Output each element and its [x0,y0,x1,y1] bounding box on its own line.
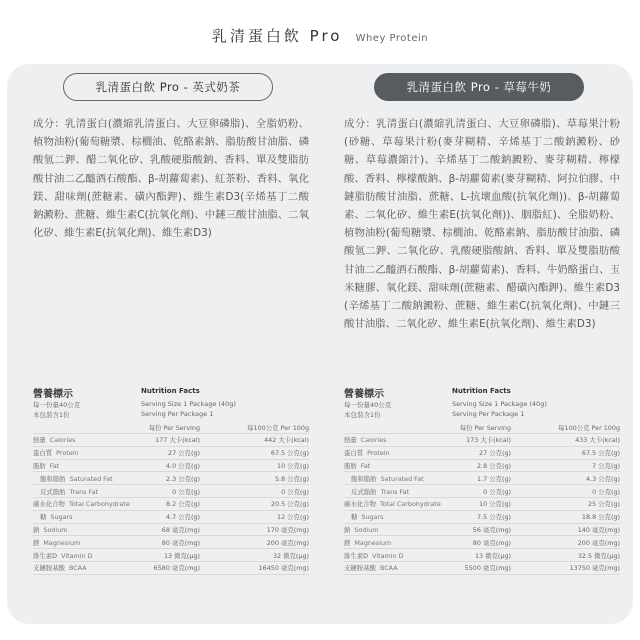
nutrition-row-sodium: 鈉 Sodium 56 毫克(mg) 140 毫克(mg) [344,523,620,536]
nutrition-row-trans-fat: 反式脂肪 Trans Fat 0 公克(g) 0 公克(g) [344,485,620,498]
serving-size-en: Serving Size 1 Package (40g) [452,400,547,408]
nutrition-title-en: Nutrition Facts [452,387,511,395]
page-title-en: Whey Protein [355,33,429,44]
page-title [0,25,640,46]
nutrition-row-sodium: 鈉 Sodium 68 毫克(mg) 170 毫克(mg) [33,523,309,536]
nutrition-table [33,422,309,575]
nutrition-row-carbohydrate: 碳水化合物 Total Carbohydrate 8.2 公克(g) 20.5 公克(g) [33,497,309,510]
nutrition-title-zh: 營養標示 [344,389,384,400]
ingredients-text: 成分：乳清蛋白(濃縮乳清蛋白、大豆卵磷脂)、草莓果汁粉(砂糖、草莓果汁粉(麥芽糊精、辛烯基丁二酸鈉澱粉、砂糖、草莓濃縮汁)、辛烯基丁二酸鈉澱粉、麥芽糊精、檸檬酸、香料、檸檬酸鈉、β-胡蘿蔔素(麥芽糊精、阿拉伯膠、中鏈脂肪酸甘油脂、蔗糖、L-抗壞血酸(抗氧化劑))、β-胡蘿蔔素、二氧化矽、維生素E(抗氧化劑))、胭脂紅)、全脂奶粉、植物油粉(葡萄糖漿、棕櫚油、乾酪素鈉、脂肪酸甘油脂、磷酸氫二鉀、二氧化矽、乳酸硬脂酸鈉、香料、單及雙脂肪酸甘油二乙醯酒石酸酯、β-胡蘿蔔素)、香料、牛奶酪蛋白、玉米糖膠、氧化鎂、甜味劑(蔗糖素、醋磺內酯鉀)、維生素D3(辛烯基丁二酸鈉澱粉、蔗糖、維生素C(抗氧化劑)、中鏈三酸甘油脂、二氧化矽、維生素E(抗氧化劑)、維生素D3) [344,118,620,331]
nutrition-row-calories: 熱量 Calories 177 大卡(kcal) 442 大卡(kcal) [33,434,309,447]
nutrition-row-saturated-fat: 飽和脂肪 Saturated Fat 1.7 公克(g) 4.3 公克(g) [344,472,620,485]
nutrition-row-fat: 脂肪 Fat 2.8 公克(g) 7 公克(g) [344,459,620,472]
nutrition-row-sugars: 糖 Sugars 4.7 公克(g) 12 公克(g) [33,510,309,523]
servings-per-package-en: Serving Per Package 1 [141,410,214,418]
per-100g-header: 每100公克 Per 100g [204,422,309,434]
nutrition-table [344,422,620,575]
nutrition-row-saturated-fat: 飽和脂肪 Saturated Fat 2.3 公克(g) 5.8 公克(g) [33,472,309,485]
nutrition-row-protein: 蛋白質 Protein 27 公克(g) 67.5 公克(g) [33,446,309,459]
nutrition-row-fat: 脂肪 Fat 4.0 公克(g) 10 公克(g) [33,459,309,472]
nutrition-row-vitamin-d: 維生素D Vitamin D 13 微克(μg) 32 微克(μg) [33,549,309,562]
product-panel [7,64,633,624]
product-name-pill: 乳清蛋白飲 Pro - 英式奶茶 [63,73,273,101]
nutrition-header-row [33,422,309,434]
nutrition-header-row [344,422,620,434]
servings-per-package-en: Serving Per Package 1 [452,410,525,418]
nutrition-row-carbohydrate: 碳水化合物 Total Carbohydrate 10 公克(g) 25 公克(g) [344,497,620,510]
nutrition-row-sugars: 糖 Sugars 7.5 公克(g) 18.8 公克(g) [344,510,620,523]
product-name-pill: 乳清蛋白飲 Pro - 草莓牛奶 [374,73,584,101]
serving-size-en: Serving Size 1 Package (40g) [141,400,236,408]
per-serving-header: 每份 Per Serving [451,422,515,434]
nutrition-row-vitamin-d: 維生素D Vitamin D 13 微克(μg) 32.5 微克(μg) [344,549,620,562]
nutrition-row-bcaa: 支鏈胺基酸 BCAA 6580 毫克(mg) 16450 毫克(mg) [33,561,309,574]
per-100g-header: 每100公克 Per 100g [515,422,620,434]
servings-per-package-zh: 本包裝含1份 [33,411,70,419]
nutrition-row-magnesium: 鎂 Magnesium 80 毫克(mg) 200 毫克(mg) [33,536,309,549]
ingredients-text: 成分：乳清蛋白(濃縮乳清蛋白、大豆卵磷脂)、全脂奶粉、植物油粉(葡萄糖漿、棕櫚油、乾酪素鈉、脂肪酸甘油脂、磷酸氫二鉀、醋二氧化矽、乳酸硬脂酸鈉、香料、單及雙脂肪酸甘油二乙醯酒石酸酯、β-胡蘿蔔素)、紅茶粉、香料、氧化鎂、甜味劑(蔗糖素、磺內酯鉀)、維生素D3(辛烯基丁二酸鈉澱粉、蔗糖、維生素C(抗氧化劑)、中鏈三酸甘油脂、二氧化矽、維生素E(抗氧化劑)、維生素D3) [33,118,309,240]
nutrition-title-en: Nutrition Facts [141,387,200,395]
nutrition-row-bcaa: 支鏈胺基酸 BCAA 5500 毫克(mg) 13750 毫克(mg) [344,561,620,574]
nutrition-row-magnesium: 鎂 Magnesium 80 毫克(mg) 200 毫克(mg) [344,536,620,549]
servings-per-package-zh: 本包裝含1份 [344,411,381,419]
page-title-zh: 乳清蛋白飲 Pro [211,27,343,45]
nutrition-row-trans-fat: 反式脂肪 Trans Fat 0 公克(g) 0 公克(g) [33,485,309,498]
nutrition-title-zh: 營養標示 [33,389,73,400]
nutrition-row-protein: 蛋白質 Protein 27 公克(g) 67.5 公克(g) [344,446,620,459]
nutrition-row-calories: 熱量 Calories 173 大卡(kcal) 433 大卡(kcal) [344,434,620,447]
per-serving-header: 每份 Per Serving [140,422,204,434]
serving-size-zh: 每一份量40公克 [33,401,81,409]
serving-size-zh: 每一份量40公克 [344,401,392,409]
